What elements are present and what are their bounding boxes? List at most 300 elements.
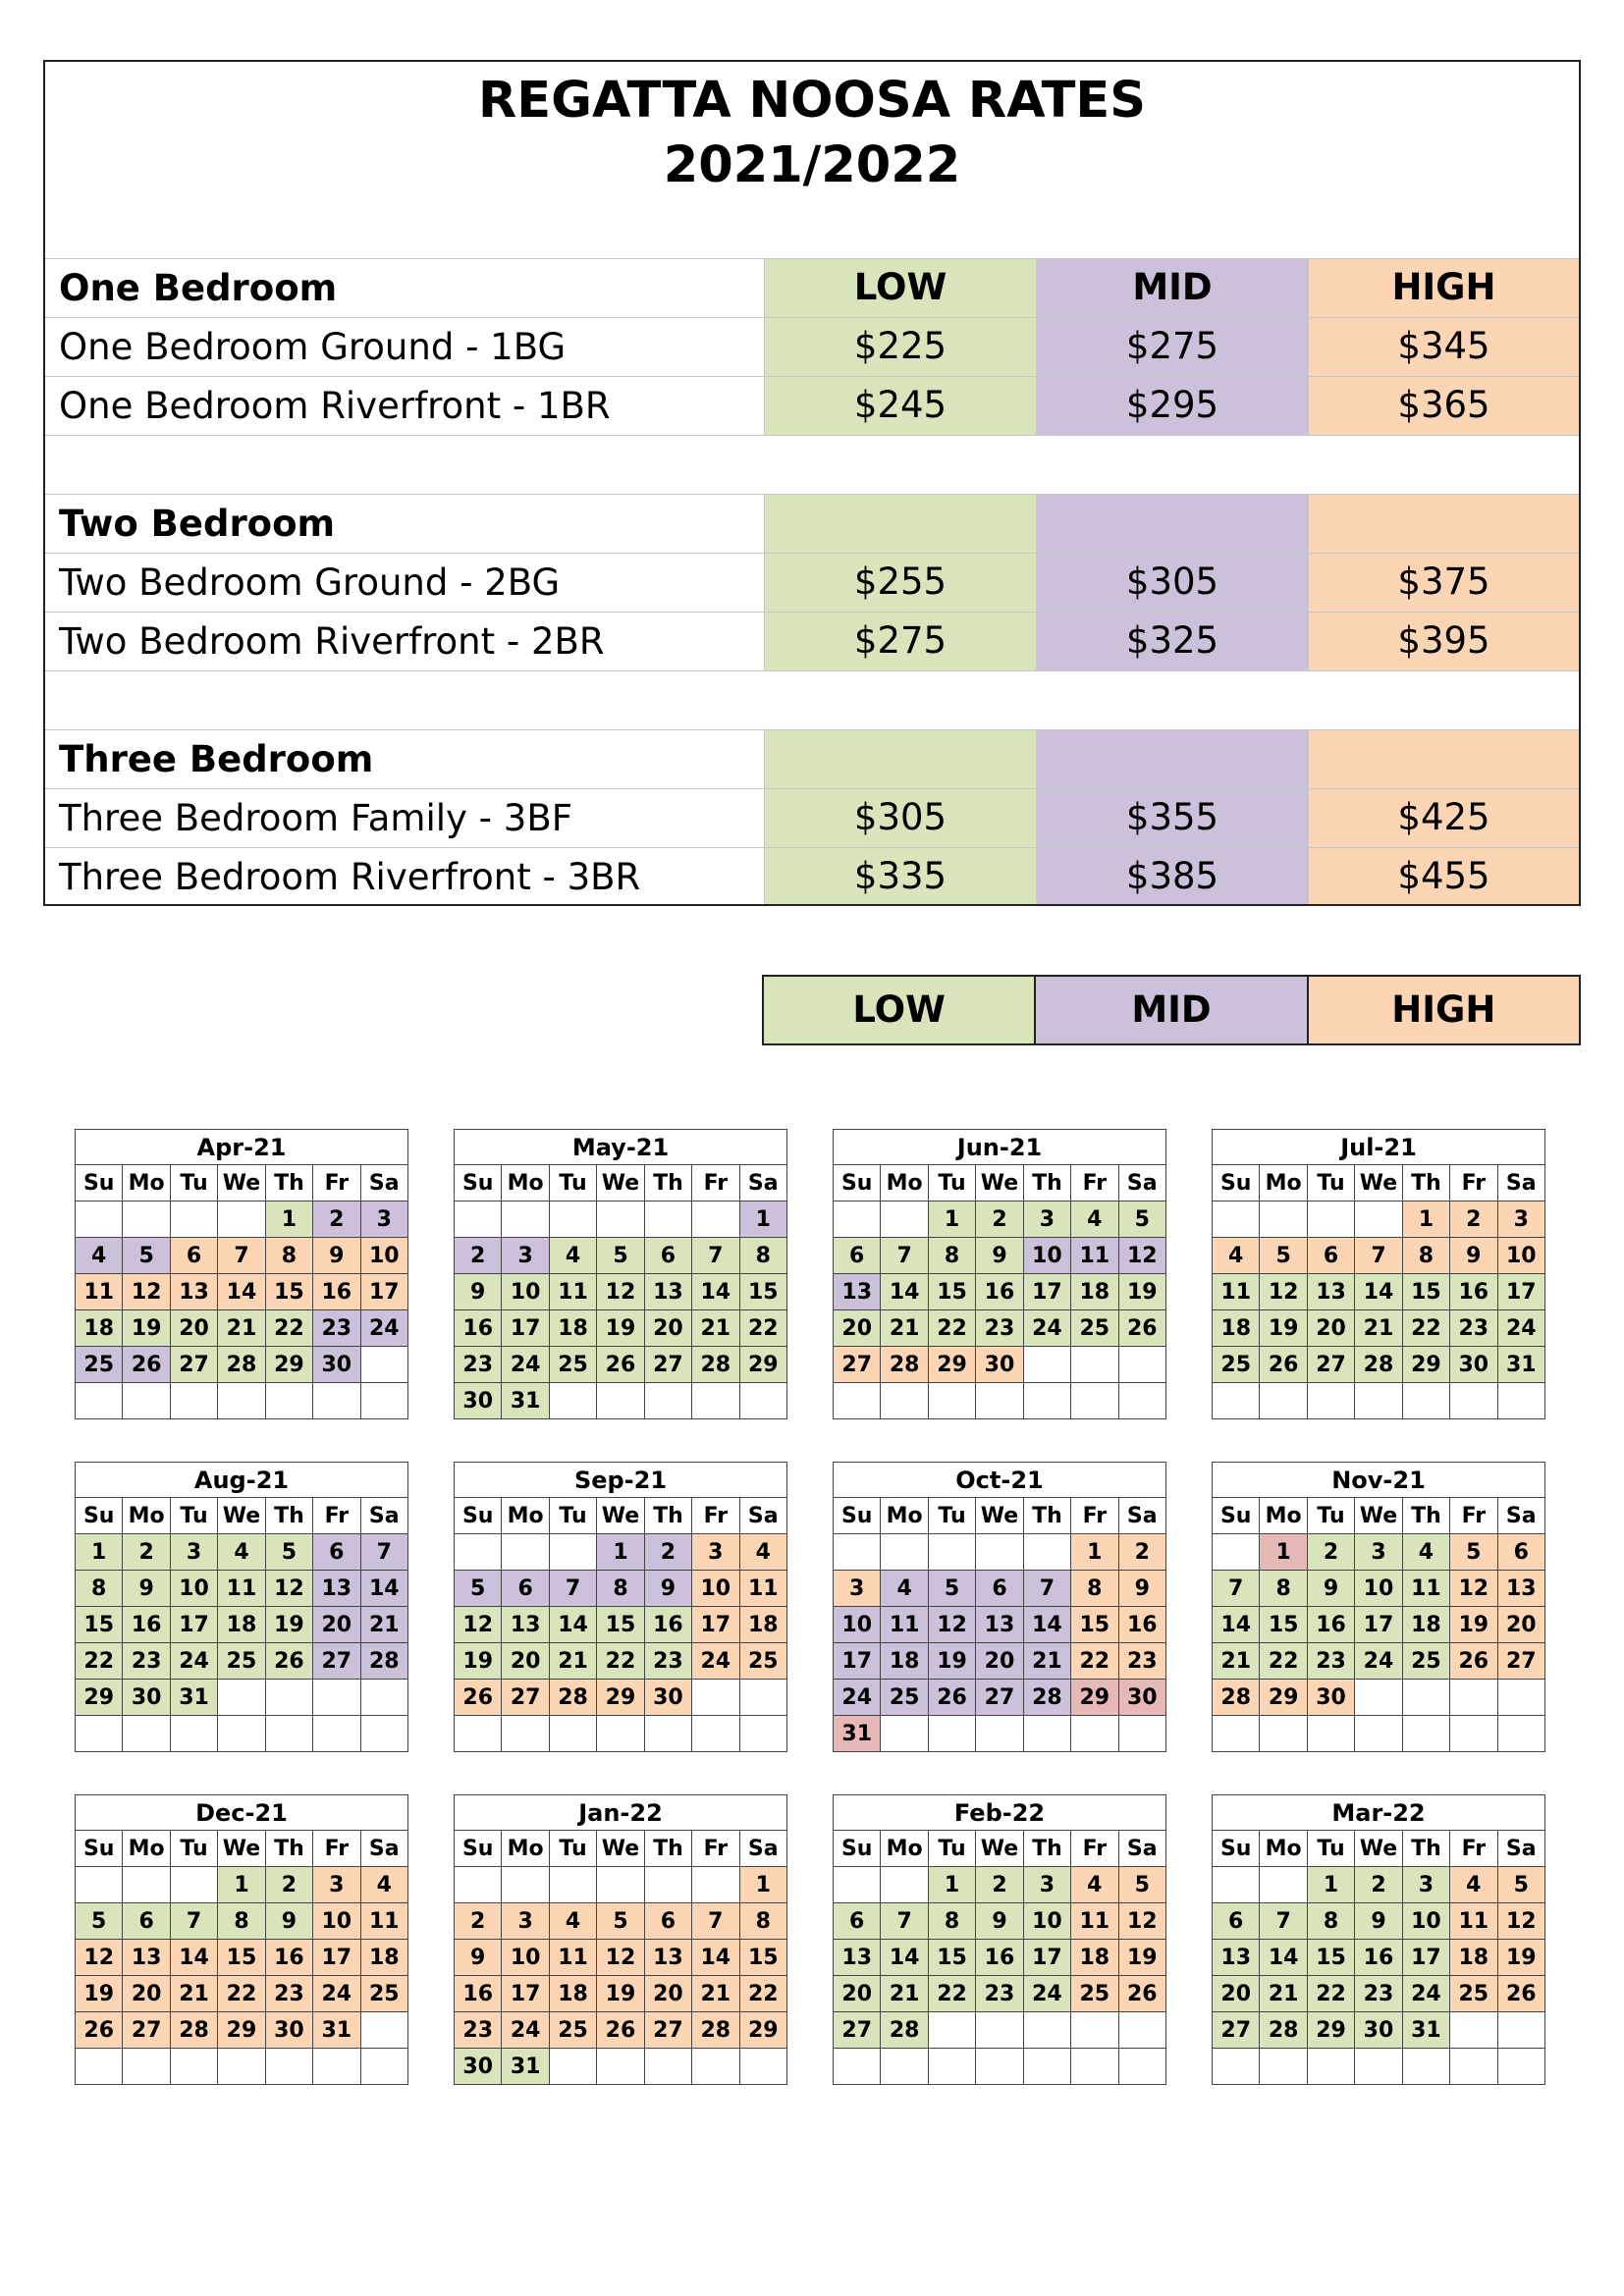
- calendar-day: 15: [739, 1274, 786, 1310]
- calendar-empty-cell: [1260, 1383, 1307, 1419]
- calendar-day: 13: [1497, 1571, 1544, 1607]
- weekday-label: Fr: [1071, 1165, 1118, 1201]
- calendar-empty-cell: [313, 2049, 360, 2085]
- calendar-empty-cell: [1071, 2012, 1118, 2049]
- calendar-day: 15: [265, 1274, 312, 1310]
- calendar-day: 25: [1450, 1976, 1497, 2012]
- calendar-day: 10: [692, 1571, 739, 1607]
- calendar-empty-cell: [1213, 1534, 1260, 1571]
- calendar-day: 18: [881, 1643, 928, 1680]
- weekday-label: Th: [1402, 1831, 1449, 1867]
- rates-table: [43, 60, 1581, 906]
- weekday-label: Th: [265, 1165, 312, 1201]
- calendar-empty-cell: [644, 1201, 691, 1238]
- weekday-label: Tu: [928, 1831, 975, 1867]
- weekday-label: Mo: [123, 1165, 170, 1201]
- month-title: Aug-21: [75, 1462, 408, 1497]
- calendar-day: 11: [549, 1274, 596, 1310]
- calendar-day: 2: [265, 1867, 312, 1903]
- calendar-empty-cell: [1213, 1867, 1260, 1903]
- calendar-day: 3: [692, 1534, 739, 1571]
- calendar-empty-cell: [170, 1383, 217, 1419]
- rate-mid: $275: [1036, 318, 1308, 376]
- calendar-day: 23: [644, 1643, 691, 1680]
- calendar-day: 12: [1497, 1903, 1544, 1940]
- calendar-empty-cell: [1213, 1201, 1260, 1238]
- rate-mid: $355: [1036, 789, 1308, 847]
- calendar-day: 24: [1355, 1643, 1402, 1680]
- weekday-label: Th: [644, 1165, 691, 1201]
- legend-mid: MID: [1034, 977, 1306, 1043]
- calendar-day: 5: [928, 1571, 975, 1607]
- weekday-label: Fr: [1450, 1831, 1497, 1867]
- calendar-day: 24: [360, 1310, 407, 1347]
- calendar-day: 2: [455, 1238, 502, 1274]
- weekday-label: Su: [834, 1498, 881, 1534]
- calendar-empty-cell: [76, 1383, 123, 1419]
- weekday-label: Tu: [170, 1165, 217, 1201]
- section-heading: One Bedroom: [59, 267, 338, 309]
- calendar-day: 9: [265, 1903, 312, 1940]
- rate-low: $255: [764, 554, 1036, 612]
- calendar-day: 11: [1071, 1238, 1118, 1274]
- calendar-empty-cell: [1023, 1383, 1070, 1419]
- calendar-day: 28: [1213, 1680, 1260, 1716]
- calendar-day: 26: [597, 1347, 644, 1383]
- weekday-label: Fr: [692, 1498, 739, 1534]
- calendar-day: 27: [1307, 1347, 1354, 1383]
- calendar-day: 17: [313, 1940, 360, 1976]
- season-cell-mid: [1036, 730, 1308, 788]
- calendar-day: 30: [455, 2049, 502, 2085]
- weekday-label: Mo: [502, 1498, 549, 1534]
- calendar-day: 6: [1497, 1534, 1544, 1571]
- calendar-day: 28: [1355, 1347, 1402, 1383]
- calendar-day: 22: [218, 1976, 265, 2012]
- calendar-day: 28: [881, 2012, 928, 2049]
- weekday-label: Mo: [123, 1831, 170, 1867]
- calendar-empty-cell: [1213, 1383, 1260, 1419]
- calendar-day: 20: [313, 1607, 360, 1643]
- calendar-day: 2: [123, 1534, 170, 1571]
- month-calendar-may-21: [454, 1129, 787, 1419]
- calendar-empty-cell: [1260, 1201, 1307, 1238]
- calendar-empty-cell: [928, 2012, 975, 2049]
- calendar-day: 1: [739, 1867, 786, 1903]
- month-title: Jul-21: [1212, 1129, 1545, 1164]
- calendar-day: 25: [549, 2012, 596, 2049]
- weekday-label: We: [1355, 1165, 1402, 1201]
- calendar-empty-cell: [218, 1680, 265, 1716]
- rate-mid: $325: [1036, 613, 1308, 670]
- calendar-day: 22: [265, 1310, 312, 1347]
- calendar-day: 20: [1213, 1976, 1260, 2012]
- calendar-day: 1: [265, 1201, 312, 1238]
- calendar-day: 17: [502, 1310, 549, 1347]
- weekday-label: Th: [265, 1831, 312, 1867]
- calendar-day: 5: [1497, 1867, 1544, 1903]
- rate-low: $305: [764, 789, 1036, 847]
- calendar-day: 3: [1355, 1534, 1402, 1571]
- calendar-day: 24: [502, 1347, 549, 1383]
- calendar-day: 23: [455, 1347, 502, 1383]
- calendar-day: 15: [1260, 1607, 1307, 1643]
- calendar-day: 25: [1071, 1310, 1118, 1347]
- calendar-empty-cell: [76, 2049, 123, 2085]
- rate-high: $455: [1308, 848, 1579, 904]
- calendar-day: 27: [1213, 2012, 1260, 2049]
- calendar-day: 15: [928, 1940, 975, 1976]
- calendar-day: 27: [1497, 1643, 1544, 1680]
- calendar-day: 29: [265, 1347, 312, 1383]
- calendar-day: 15: [597, 1607, 644, 1643]
- calendar-day: 2: [1118, 1534, 1165, 1571]
- calendar-empty-cell: [218, 1383, 265, 1419]
- rate-high: $365: [1308, 377, 1579, 435]
- spacer-row: [45, 670, 1579, 729]
- section-header-three-bedroom: [45, 729, 1579, 788]
- calendar-day: 11: [881, 1607, 928, 1643]
- calendar-day: 21: [1260, 1976, 1307, 2012]
- page-title: [45, 62, 1579, 258]
- calendar-day: 11: [1071, 1903, 1118, 1940]
- calendar-empty-cell: [123, 1383, 170, 1419]
- calendar-empty-cell: [1307, 2049, 1354, 2085]
- calendar-day: 29: [1307, 2012, 1354, 2049]
- calendar-empty-cell: [976, 1716, 1023, 1752]
- calendar-day: 7: [170, 1903, 217, 1940]
- calendar-day: 22: [1260, 1643, 1307, 1680]
- calendar-empty-cell: [455, 1201, 502, 1238]
- weekday-label: Su: [455, 1165, 502, 1201]
- rate-row: [45, 376, 1579, 435]
- month-calendar-sep-21: [454, 1462, 787, 1752]
- calendar-empty-cell: [1355, 2049, 1402, 2085]
- calendar-day: 19: [1118, 1274, 1165, 1310]
- weekday-label: Th: [1023, 1498, 1070, 1534]
- calendar-day: 10: [1023, 1238, 1070, 1274]
- calendar-day: 17: [692, 1607, 739, 1643]
- calendar-day: 11: [360, 1903, 407, 1940]
- calendar-day: 30: [123, 1680, 170, 1716]
- calendar-day: 2: [1355, 1867, 1402, 1903]
- calendar-day: 12: [265, 1571, 312, 1607]
- calendar-day: 2: [455, 1903, 502, 1940]
- weekday-label: Mo: [502, 1165, 549, 1201]
- calendar-day: 31: [502, 2049, 549, 2085]
- calendar-day: 4: [739, 1534, 786, 1571]
- calendar-empty-cell: [881, 1201, 928, 1238]
- calendar-day: 10: [1355, 1571, 1402, 1607]
- calendar-day: 6: [1213, 1903, 1260, 1940]
- calendar-day: 17: [1355, 1607, 1402, 1643]
- calendar-day: 30: [1118, 1680, 1165, 1716]
- calendar-day: 9: [976, 1903, 1023, 1940]
- calendar-day: 13: [976, 1607, 1023, 1643]
- rate-high: $395: [1308, 613, 1579, 670]
- calendar-empty-cell: [1402, 1680, 1449, 1716]
- calendar-day: 14: [1213, 1607, 1260, 1643]
- calendar-day: 4: [549, 1238, 596, 1274]
- calendar-day: 19: [123, 1310, 170, 1347]
- calendar-day: 23: [976, 1976, 1023, 2012]
- calendar-day: 29: [739, 2012, 786, 2049]
- calendar-empty-cell: [76, 1867, 123, 1903]
- weekday-label: Su: [834, 1831, 881, 1867]
- calendar-day: 13: [644, 1940, 691, 1976]
- calendar-day: 22: [928, 1310, 975, 1347]
- calendar-empty-cell: [1355, 1201, 1402, 1238]
- calendar-empty-cell: [360, 1383, 407, 1419]
- calendar-day: 31: [1402, 2012, 1449, 2049]
- calendar-day: 4: [549, 1903, 596, 1940]
- calendar-empty-cell: [502, 1867, 549, 1903]
- calendar-day: 26: [597, 2012, 644, 2049]
- calendar-day: 25: [1071, 1976, 1118, 2012]
- calendar-day: 5: [123, 1238, 170, 1274]
- calendar-empty-cell: [1213, 2049, 1260, 2085]
- calendar-day: 26: [76, 2012, 123, 2049]
- month-calendar-feb-22: [833, 1794, 1166, 2085]
- calendar-empty-cell: [1497, 2012, 1544, 2049]
- calendar-day: 14: [1023, 1607, 1070, 1643]
- section-header-two-bedroom: [45, 494, 1579, 553]
- calendar-day: 4: [1402, 1534, 1449, 1571]
- season-cell-high: [1308, 495, 1579, 553]
- calendar-day: 3: [834, 1571, 881, 1607]
- calendar-day: 24: [502, 2012, 549, 2049]
- calendar-day: 22: [1307, 1976, 1354, 2012]
- calendar-day: 27: [123, 2012, 170, 2049]
- calendar-empty-cell: [218, 1201, 265, 1238]
- calendar-day: 19: [1118, 1940, 1165, 1976]
- calendar-day: 4: [218, 1534, 265, 1571]
- calendar-day: 28: [692, 1347, 739, 1383]
- calendar-day: 20: [123, 1976, 170, 2012]
- room-name: Three Bedroom Riverfront - 3BR: [59, 856, 641, 898]
- calendar-day: 4: [76, 1238, 123, 1274]
- weekday-label: Th: [1402, 1498, 1449, 1534]
- weekday-label: Su: [76, 1498, 123, 1534]
- calendar-empty-cell: [928, 2049, 975, 2085]
- weekday-label: Th: [1402, 1165, 1449, 1201]
- calendar-empty-cell: [549, 1867, 596, 1903]
- calendar-day: 22: [928, 1976, 975, 2012]
- calendar-day: 4: [1071, 1201, 1118, 1238]
- calendar-empty-cell: [313, 1716, 360, 1752]
- calendar-empty-cell: [692, 1716, 739, 1752]
- calendar-empty-cell: [1260, 1716, 1307, 1752]
- weekday-label: Sa: [739, 1498, 786, 1534]
- weekday-label: Tu: [1307, 1831, 1354, 1867]
- calendar-day: 6: [834, 1903, 881, 1940]
- calendar-day: 17: [1023, 1940, 1070, 1976]
- calendar-day: 22: [597, 1643, 644, 1680]
- calendar-day: 13: [502, 1607, 549, 1643]
- weekday-label: Mo: [1260, 1165, 1307, 1201]
- calendar-day: 1: [218, 1867, 265, 1903]
- calendar-day: 4: [1071, 1867, 1118, 1903]
- calendar-day: 19: [76, 1976, 123, 2012]
- calendar-day: 8: [1071, 1571, 1118, 1607]
- calendar-empty-cell: [834, 2049, 881, 2085]
- rate-mid: $385: [1036, 848, 1308, 904]
- weekday-label: Su: [1213, 1165, 1260, 1201]
- calendar-empty-cell: [455, 1716, 502, 1752]
- calendar-empty-cell: [360, 1680, 407, 1716]
- calendar-day: 2: [1307, 1534, 1354, 1571]
- calendar-empty-cell: [1450, 2012, 1497, 2049]
- month-calendar-jan-22: [454, 1794, 787, 2085]
- calendar-day: 23: [1307, 1643, 1354, 1680]
- calendar-day: 27: [976, 1680, 1023, 1716]
- calendar-day: 6: [313, 1534, 360, 1571]
- calendar-day: 28: [360, 1643, 407, 1680]
- calendar-day: 23: [1355, 1976, 1402, 2012]
- weekday-label: Tu: [170, 1831, 217, 1867]
- calendar-day: 14: [549, 1607, 596, 1643]
- calendar-empty-cell: [1402, 1716, 1449, 1752]
- calendar-day: 30: [265, 2012, 312, 2049]
- calendar-empty-cell: [265, 1383, 312, 1419]
- rate-low: $275: [764, 613, 1036, 670]
- calendar-day: 21: [1213, 1643, 1260, 1680]
- calendar-day: 19: [597, 1310, 644, 1347]
- section-heading: Three Bedroom: [59, 738, 374, 780]
- calendar-empty-cell: [644, 2049, 691, 2085]
- calendar-empty-cell: [597, 1383, 644, 1419]
- calendar-day: 17: [1023, 1274, 1070, 1310]
- weekday-label: Mo: [1260, 1831, 1307, 1867]
- weekday-label: Mo: [881, 1498, 928, 1534]
- calendar-empty-cell: [1023, 1716, 1070, 1752]
- calendar-day: 8: [928, 1903, 975, 1940]
- calendar-day: 18: [1071, 1940, 1118, 1976]
- calendar-empty-cell: [549, 1383, 596, 1419]
- month-title: Nov-21: [1212, 1462, 1545, 1497]
- calendar-day: 9: [313, 1238, 360, 1274]
- month-title: Mar-22: [1212, 1794, 1545, 1830]
- calendar-empty-cell: [976, 1383, 1023, 1419]
- calendar-day: 9: [644, 1571, 691, 1607]
- calendar-day: 28: [692, 2012, 739, 2049]
- calendar-day: 13: [644, 1274, 691, 1310]
- calendar-day: 1: [928, 1201, 975, 1238]
- calendar-day: 13: [834, 1274, 881, 1310]
- calendar-day: 19: [928, 1643, 975, 1680]
- weekday-label: We: [597, 1831, 644, 1867]
- calendar-day: 29: [1260, 1680, 1307, 1716]
- weekday-label: Su: [76, 1831, 123, 1867]
- calendar-day: 10: [502, 1940, 549, 1976]
- calendar-day: 31: [170, 1680, 217, 1716]
- calendar-day: 11: [739, 1571, 786, 1607]
- weekday-label: Tu: [549, 1498, 596, 1534]
- room-name: Two Bedroom Riverfront - 2BR: [59, 620, 605, 663]
- calendar-day: 24: [1023, 1310, 1070, 1347]
- calendar-day: 23: [1118, 1643, 1165, 1680]
- calendar-empty-cell: [123, 1867, 170, 1903]
- weekday-label: Tu: [1307, 1498, 1354, 1534]
- calendar-empty-cell: [1497, 1680, 1544, 1716]
- calendar-day: 1: [1307, 1867, 1354, 1903]
- calendar-day: 5: [265, 1534, 312, 1571]
- calendar-day: 5: [76, 1903, 123, 1940]
- calendar-day: 18: [1213, 1310, 1260, 1347]
- month-calendar-jul-21: [1212, 1129, 1545, 1419]
- calendar-day: 27: [644, 2012, 691, 2049]
- calendar-empty-cell: [1402, 2049, 1449, 2085]
- calendar-day: 21: [1023, 1643, 1070, 1680]
- calendar-empty-cell: [123, 1716, 170, 1752]
- calendar-day: 12: [455, 1607, 502, 1643]
- calendar-day: 14: [170, 1940, 217, 1976]
- rate-row: [45, 553, 1579, 612]
- weekday-label: Tu: [170, 1498, 217, 1534]
- calendar-empty-cell: [976, 2049, 1023, 2085]
- calendar-day: 28: [881, 1347, 928, 1383]
- calendar-day: 31: [502, 1383, 549, 1419]
- legend-low: LOW: [764, 977, 1034, 1043]
- calendar-day: 23: [455, 2012, 502, 2049]
- weekday-label: Tu: [928, 1498, 975, 1534]
- calendar-day: 29: [1071, 1680, 1118, 1716]
- calendar-day: 3: [502, 1903, 549, 1940]
- weekday-label: Tu: [549, 1165, 596, 1201]
- month-title: Feb-22: [833, 1794, 1166, 1830]
- rate-low: $225: [764, 318, 1036, 376]
- calendar-day: 6: [502, 1571, 549, 1607]
- calendar-day: 9: [455, 1274, 502, 1310]
- calendar-day: 25: [1402, 1643, 1449, 1680]
- calendar-day: 24: [313, 1976, 360, 2012]
- calendar-day: 23: [123, 1643, 170, 1680]
- weekday-label: We: [1355, 1498, 1402, 1534]
- calendar-day: 30: [1450, 1347, 1497, 1383]
- weekday-label: Su: [455, 1831, 502, 1867]
- calendar-day: 26: [1118, 1976, 1165, 2012]
- calendar-day: 17: [170, 1607, 217, 1643]
- calendar-empty-cell: [360, 2012, 407, 2049]
- calendar-day: 16: [1355, 1940, 1402, 1976]
- calendar-day: 16: [313, 1274, 360, 1310]
- calendar-day: 18: [1402, 1607, 1449, 1643]
- calendar-day: 14: [218, 1274, 265, 1310]
- calendar-day: 29: [1402, 1347, 1449, 1383]
- calendar-day: 3: [1497, 1201, 1544, 1238]
- month-calendar-aug-21: [75, 1462, 408, 1752]
- calendar-day: 6: [644, 1238, 691, 1274]
- calendar-day: 3: [313, 1867, 360, 1903]
- calendar-day: 27: [644, 1347, 691, 1383]
- calendar-day: 19: [597, 1976, 644, 2012]
- calendar-empty-cell: [265, 1716, 312, 1752]
- calendar-day: 28: [1023, 1680, 1070, 1716]
- calendar-empty-cell: [1307, 1201, 1354, 1238]
- calendar-day: 10: [360, 1238, 407, 1274]
- calendar-day: 27: [502, 1680, 549, 1716]
- weekday-label: Su: [455, 1498, 502, 1534]
- calendar-empty-cell: [739, 1680, 786, 1716]
- calendar-day: 3: [170, 1534, 217, 1571]
- legend-high: HIGH: [1307, 977, 1579, 1043]
- weekday-label: Sa: [1497, 1498, 1544, 1534]
- calendar-day: 13: [170, 1274, 217, 1310]
- calendar-day: 30: [1307, 1680, 1354, 1716]
- calendar-day: 25: [76, 1347, 123, 1383]
- calendar-day: 16: [976, 1940, 1023, 1976]
- weekday-label: Su: [1213, 1831, 1260, 1867]
